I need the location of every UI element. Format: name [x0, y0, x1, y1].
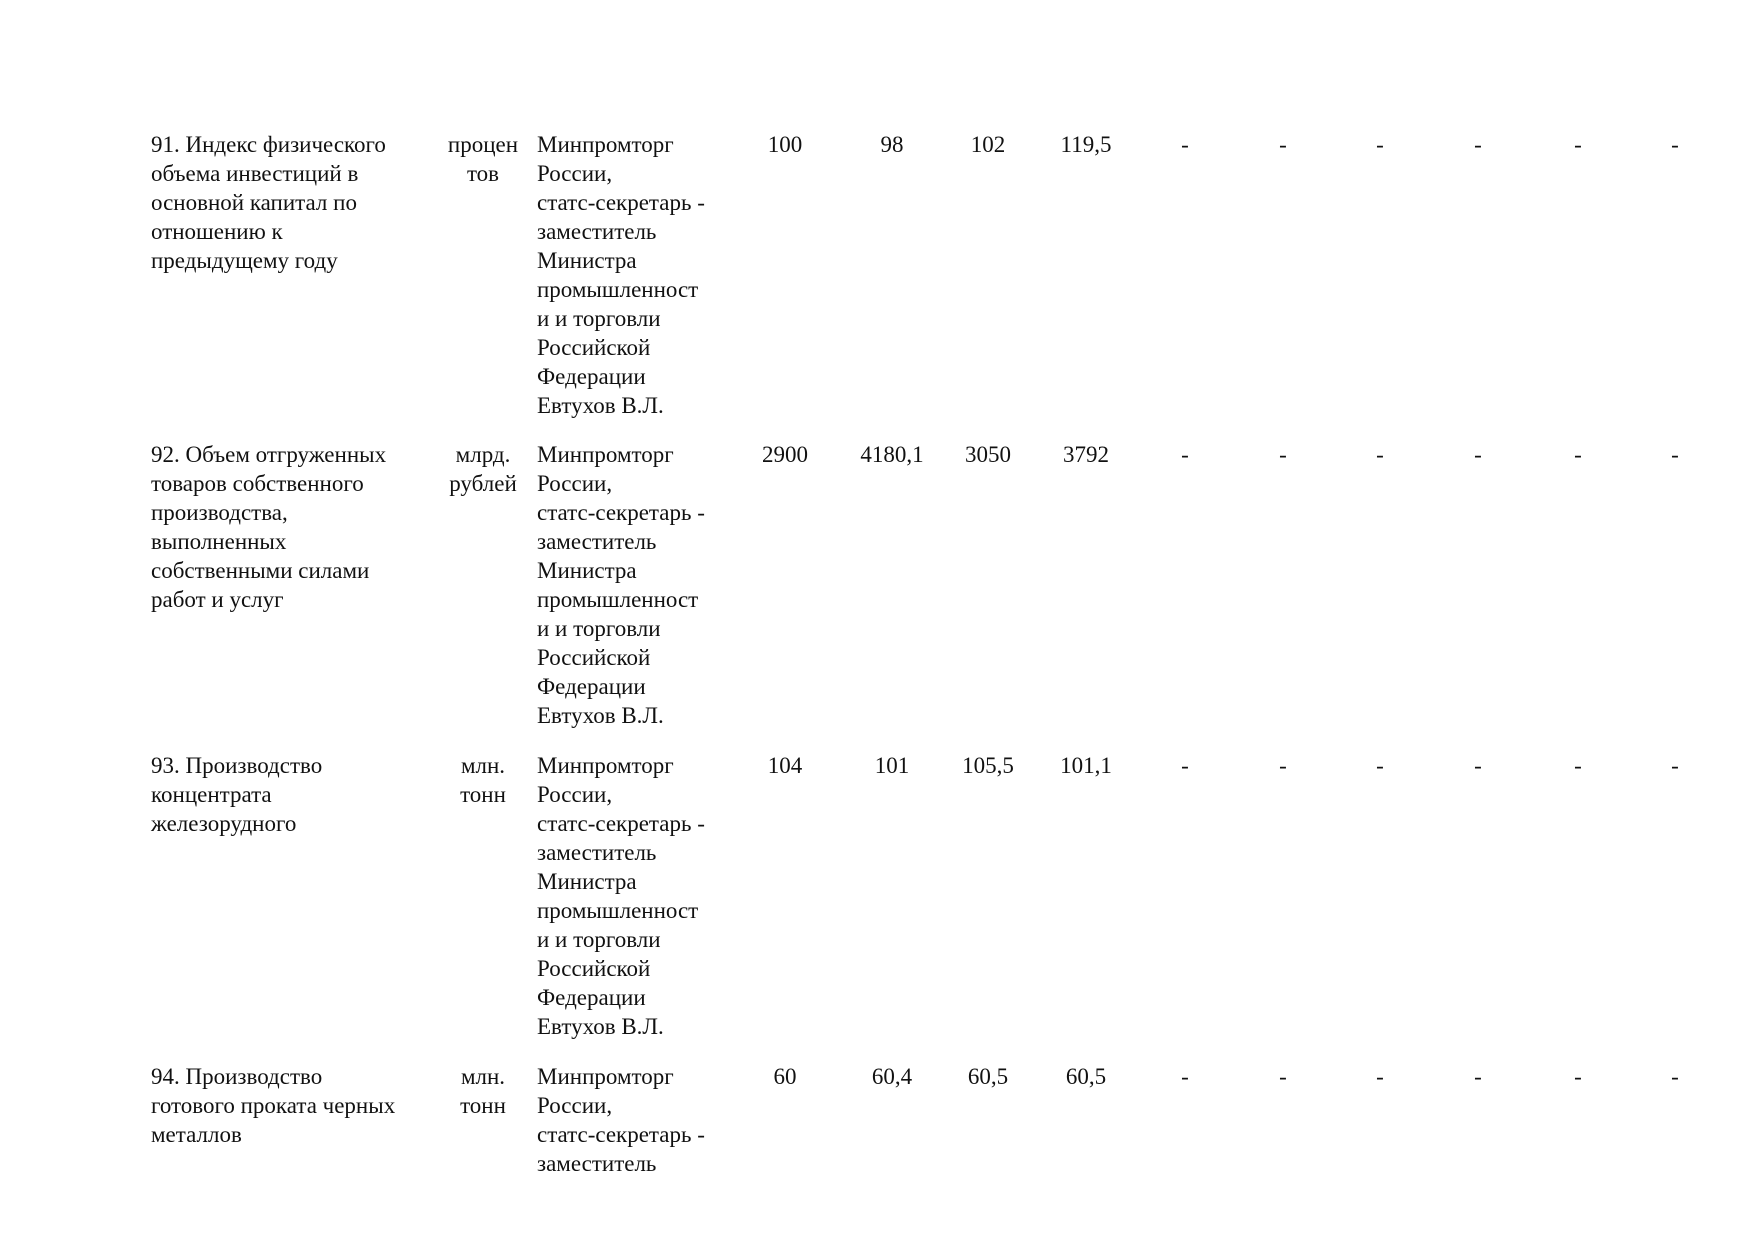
indicator-name: 94. Производство готового проката черных металлов [151, 1064, 396, 1147]
dash-3: - [1376, 442, 1384, 467]
unit: млн. тонн [460, 753, 506, 807]
dash-2: - [1279, 1064, 1287, 1089]
dash-5: - [1574, 442, 1582, 467]
value-3: 3050 [965, 442, 1011, 467]
dash-2: - [1279, 753, 1287, 778]
indicator-name: 91. Индекс физического объема инвестиций в основной капитал по отношению к предыдущему году [151, 132, 386, 273]
dash-1: - [1181, 132, 1189, 157]
value-2: 98 [880, 132, 904, 157]
value-1: 60 [773, 1064, 797, 1089]
dash-6: - [1671, 1064, 1679, 1089]
value-2: 101 [874, 753, 910, 778]
dash-5: - [1574, 1064, 1582, 1089]
unit: процен тов [447, 132, 519, 186]
value-4: 60,5 [1065, 1064, 1107, 1089]
responsible: Минпромторг России, статс-секретарь - заместитель Министра промышленност и и торговли Российской Федерации Евтухов В.Л. [537, 753, 705, 1039]
dash-4: - [1474, 132, 1482, 157]
value-3: 60,5 [967, 1064, 1009, 1089]
value-1: 100 [767, 132, 803, 157]
dash-3: - [1376, 132, 1384, 157]
value-2: 4180,1 [860, 442, 924, 467]
dash-1: - [1181, 753, 1189, 778]
responsible: Минпромторг России, статс-секретарь - заместитель Министра промышленност и и торговли Российской Федерации Евтухов В.Л. [537, 132, 705, 418]
value-3: 102 [970, 132, 1006, 157]
value-4: 3792 [1063, 442, 1109, 467]
indicator-name: 93. Производство концентрата железорудного [151, 753, 323, 836]
dash-5: - [1574, 753, 1582, 778]
dash-2: - [1279, 442, 1287, 467]
dash-2: - [1279, 132, 1287, 157]
dash-4: - [1474, 442, 1482, 467]
value-4: 119,5 [1060, 132, 1112, 157]
unit: млрд. рублей [449, 442, 517, 496]
dash-4: - [1474, 753, 1482, 778]
dash-6: - [1671, 753, 1679, 778]
responsible: Минпромторг России, статс-секретарь - заместитель Министра промышленност и и торговли Российской Федерации Евтухов В.Л. [537, 442, 705, 728]
dash-5: - [1574, 132, 1582, 157]
value-3: 105,5 [962, 753, 1014, 778]
dash-1: - [1181, 1064, 1189, 1089]
indicator-name: 92. Объем отгруженных товаров собственного производства, выполненных собственными силами работ и услуг [151, 442, 387, 612]
value-2: 60,4 [871, 1064, 913, 1089]
dash-3: - [1376, 1064, 1384, 1089]
value-1: 2900 [762, 442, 808, 467]
responsible: Минпромторг России, статс-секретарь - заместитель [537, 1064, 705, 1176]
value-1: 104 [767, 753, 803, 778]
dash-1: - [1181, 442, 1189, 467]
dash-6: - [1671, 132, 1679, 157]
dash-6: - [1671, 442, 1679, 467]
value-4: 101,1 [1060, 753, 1112, 778]
dash-4: - [1474, 1064, 1482, 1089]
dash-3: - [1376, 753, 1384, 778]
unit: млн. тонн [460, 1064, 506, 1118]
